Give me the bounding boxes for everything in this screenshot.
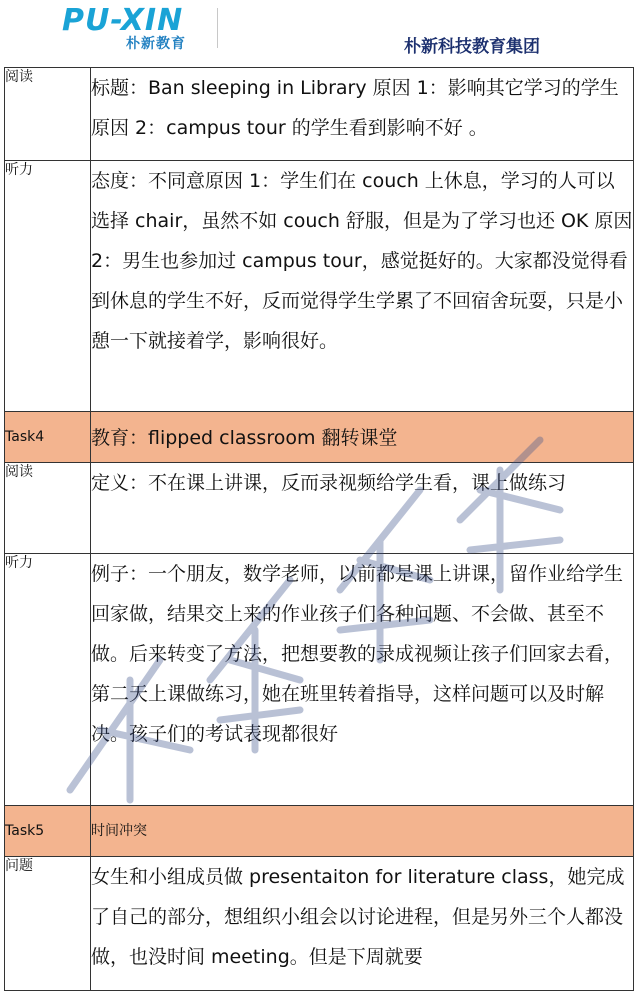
row-content: 例子：一个朋友，数学老师，以前都是课上讲课，留作业给学生回家做，结果交上来的作业孩子们各种问题、不会做、甚至不做。后来转变了方法，把想要教的录成视频让孩子们回家去看，第二天上课做练习，她在班里转着指导，这样问题可以及时解决。孩子们的考试表现都很好 — [91, 554, 634, 806]
table-row — [5, 857, 634, 991]
row-label: 阅读 — [5, 68, 91, 161]
row-content: 标题：Ban sleeping in Library 原因 1：影响其它学习的学生原因 2：campus tour 的学生看到影响不好 。 — [91, 68, 634, 161]
row-label: 听力 — [5, 161, 91, 412]
header — [0, 0, 638, 68]
company-name: 朴新科技教育集团 — [404, 37, 540, 57]
table-row — [5, 68, 634, 161]
row-content: 女生和小组成员做 presentaiton for literature class，她完成了自己的部分，想组织小组会以讨论进程，但是另外三个人都没做，也没时间 meeting。但是下周就要 — [91, 857, 634, 991]
task-label: Task4 — [5, 412, 91, 463]
logo-latin-text: PU-XIN — [62, 3, 184, 38]
row-label: 听力 — [5, 554, 91, 806]
row-content: 态度：不同意原因 1：学生们在 couch 上休息，学习的人可以选择 chair，虽然不如 couch 舒服，但是为了学习也还 OK 原因 2：男生也参加过 campus tour，感觉挺好的。大家都没觉得看到休息的学生不好，反而觉得学生学累了不回宿舍玩耍，只是小憩一下就接着学，影响很好。 — [91, 161, 634, 412]
task-row — [5, 412, 634, 463]
table-row — [5, 554, 634, 806]
task-label: Task5 — [5, 806, 91, 857]
row-label: 阅读 — [5, 463, 91, 554]
table-row — [5, 463, 634, 554]
content-table — [4, 67, 634, 991]
header-divider — [217, 8, 218, 48]
table-row — [5, 161, 634, 412]
task-title: 教育：flipped classroom 翻转课堂 — [91, 412, 634, 463]
task-title: 时间冲突 — [91, 806, 634, 857]
task-row — [5, 806, 634, 857]
row-label: 问题 — [5, 857, 91, 991]
row-content: 定义：不在课上讲课，反而录视频给学生看，课上做练习 — [91, 463, 634, 554]
puxin-logo — [62, 3, 212, 52]
logo-chinese-text: 朴新教育 — [126, 36, 186, 52]
